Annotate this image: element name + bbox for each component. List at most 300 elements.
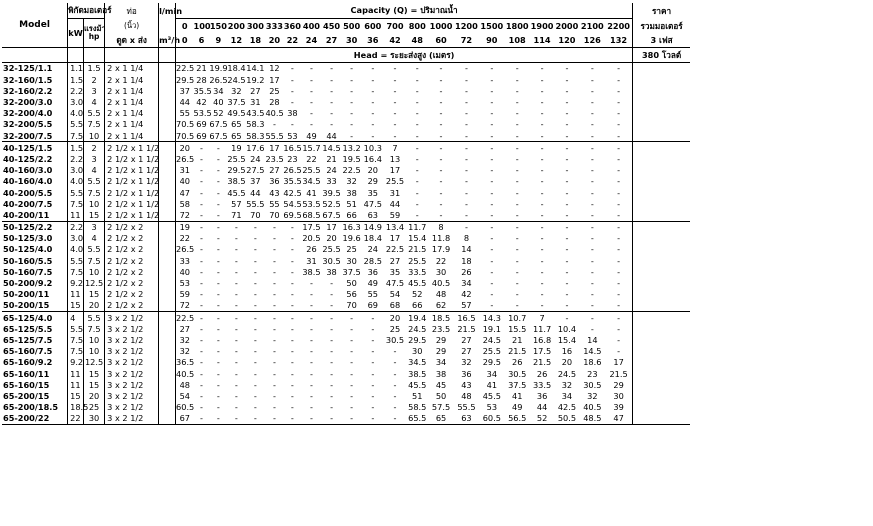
header-pipe-unit: (นิ้ว) bbox=[105, 19, 159, 34]
price-cell bbox=[633, 289, 690, 300]
pipe-cell: 3 x 2 1/2 bbox=[105, 379, 159, 390]
table-row bbox=[2, 289, 690, 300]
head-value-cell: - bbox=[490, 165, 494, 176]
head-value-cell: 26.5 bbox=[283, 165, 302, 176]
head-value-cell: 28.5 bbox=[363, 255, 382, 266]
header-blank-model bbox=[2, 48, 68, 63]
head-value-cell: 26 bbox=[461, 266, 472, 277]
model-cell: 40-160/3.0 bbox=[2, 165, 68, 176]
flow-spacer-cell bbox=[159, 165, 176, 176]
head-value-cell: 70 bbox=[269, 209, 280, 220]
head-value-cell: - bbox=[199, 153, 203, 164]
head-value-cell: - bbox=[515, 108, 519, 119]
head-value-cell: 18.4 bbox=[227, 63, 246, 74]
head-value-cell: 22.5 bbox=[176, 63, 195, 74]
head-value-cell: - bbox=[540, 165, 544, 176]
head-value-cell: - bbox=[605, 85, 633, 96]
head-value-cell: 24 bbox=[326, 165, 337, 176]
header-flow-m3h: 126 bbox=[583, 34, 601, 45]
kw-cell: 1.1 bbox=[68, 63, 84, 75]
head-value-cell: - bbox=[194, 413, 210, 425]
head-value-cell: 71 bbox=[231, 209, 242, 220]
header-capacity: Capacity (Q) = ปริมาณน้ำ bbox=[176, 3, 633, 19]
head-value-cell: 22.5 bbox=[385, 244, 405, 255]
head-value-cell: - bbox=[393, 379, 397, 390]
head-value-cell: - bbox=[290, 346, 294, 357]
head-value-cell: - bbox=[330, 323, 334, 334]
head-value-cell: - bbox=[330, 97, 334, 108]
head-value-cell: - bbox=[565, 74, 569, 85]
head-value-cell: 26.5 bbox=[209, 74, 228, 85]
head-value-cell: 19.4 bbox=[408, 312, 427, 323]
head-value-cell: - bbox=[605, 312, 633, 324]
head-value-cell: 15.4 bbox=[408, 233, 427, 244]
head-value-cell: 27.5 bbox=[246, 165, 265, 176]
head-value-cell: - bbox=[605, 346, 633, 357]
head-value-cell: 68.5 bbox=[302, 209, 321, 220]
model-cell: 50-200/9.2 bbox=[2, 278, 68, 289]
flow-spacer-cell bbox=[159, 74, 176, 85]
head-value-cell: - bbox=[490, 278, 494, 289]
head-value-cell: - bbox=[415, 108, 419, 119]
head-value-cell: - bbox=[350, 368, 354, 379]
head-value-cell: 17.9 bbox=[431, 244, 451, 255]
head-value-cell: - bbox=[565, 244, 569, 255]
head-value-cell: - bbox=[439, 165, 443, 176]
head-value-cell: 35.5 bbox=[283, 176, 302, 187]
head-value-cell: 21 bbox=[194, 63, 210, 75]
head-value-cell: - bbox=[272, 233, 276, 244]
head-value-cell: - bbox=[590, 289, 594, 300]
model-cell: 40-125/1.5 bbox=[2, 142, 68, 154]
price-cell bbox=[633, 357, 690, 368]
head-value-cell: - bbox=[199, 402, 203, 413]
head-value-cell: - bbox=[490, 233, 494, 244]
head-value-cell: 59 bbox=[179, 289, 190, 300]
head-value-cell: - bbox=[216, 334, 220, 345]
head-value-cell: - bbox=[565, 255, 569, 266]
head-value-cell: - bbox=[253, 379, 257, 390]
head-value-cell: - bbox=[415, 85, 419, 96]
head-value-cell: 31 bbox=[179, 165, 190, 176]
head-value-cell: - bbox=[565, 119, 569, 130]
head-value-cell: - bbox=[454, 63, 479, 75]
head-value-cell: - bbox=[464, 108, 468, 119]
head-value-cell: - bbox=[199, 209, 203, 220]
kw-cell: 7.5 bbox=[68, 198, 84, 209]
head-value-cell: - bbox=[216, 153, 220, 164]
head-value-cell: 58.3 bbox=[246, 130, 265, 141]
model-cell: 65-200/22 bbox=[2, 413, 68, 425]
kw-cell: 2.2 bbox=[68, 154, 84, 165]
flow-spacer-cell bbox=[159, 130, 176, 142]
head-value-cell: - bbox=[209, 312, 227, 324]
head-value-cell: - bbox=[605, 255, 633, 266]
head-value-cell: - bbox=[415, 165, 419, 176]
head-value-cell: - bbox=[554, 63, 579, 75]
head-value-cell: 42 bbox=[461, 289, 472, 300]
head-value-cell: 10.4 bbox=[557, 323, 577, 334]
pump-spec-table-wrapper bbox=[2, 3, 690, 425]
header-flow-m3h: 108 bbox=[508, 34, 526, 45]
head-value-cell: - bbox=[371, 379, 375, 390]
head-value-cell: - bbox=[350, 97, 354, 108]
header-pipe: ท่อ bbox=[105, 3, 159, 19]
head-value-cell: - bbox=[490, 153, 494, 164]
head-value-cell: 44 bbox=[326, 130, 337, 141]
head-value-cell: 44 bbox=[250, 187, 261, 198]
flow-spacer-cell bbox=[159, 176, 176, 187]
head-value-cell: 53 bbox=[287, 130, 298, 141]
head-value-cell: 55.5 bbox=[265, 130, 284, 141]
hp-cell: 10 bbox=[83, 335, 104, 346]
header-flow-lmin: 800 bbox=[408, 20, 426, 31]
head-value-cell: - bbox=[540, 244, 544, 255]
head-value-cell: - bbox=[216, 390, 220, 401]
header-flow-lmin: 1800 bbox=[505, 20, 529, 31]
head-value-cell: - bbox=[253, 323, 257, 334]
head-value-cell: - bbox=[464, 165, 468, 176]
head-value-cell: - bbox=[515, 119, 519, 130]
header-flow-m3h: 22 bbox=[286, 34, 299, 45]
head-value-cell: - bbox=[272, 289, 276, 300]
head-value-cell: - bbox=[234, 323, 238, 334]
price-cell bbox=[633, 74, 690, 85]
kw-cell: 3.0 bbox=[68, 97, 84, 108]
kw-cell: 5.5 bbox=[68, 187, 84, 198]
head-value-cell: 19.9 bbox=[209, 63, 228, 74]
model-cell: 40-160/4.0 bbox=[2, 176, 68, 187]
head-value-cell: 25.5 bbox=[302, 165, 321, 176]
head-value-cell: 17.5 bbox=[532, 346, 552, 357]
pipe-cell: 2 x 1 1/4 bbox=[105, 119, 159, 130]
header-flow-lmin: 100 bbox=[193, 20, 211, 31]
price-cell bbox=[633, 187, 690, 198]
head-value-cell: - bbox=[540, 108, 544, 119]
head-value-cell: - bbox=[515, 278, 519, 289]
header-flow-lmin: 1900 bbox=[530, 20, 554, 31]
head-value-cell: - bbox=[309, 108, 313, 119]
head-value-cell: 20 bbox=[561, 357, 573, 368]
price-cell bbox=[633, 266, 690, 277]
head-value-cell: 43 bbox=[269, 187, 280, 198]
table-row bbox=[2, 300, 690, 312]
flow-spacer-cell bbox=[159, 368, 176, 379]
head-value-cell: 32 bbox=[461, 357, 472, 368]
head-value-cell: 40.5 bbox=[176, 368, 195, 379]
model-cell: 65-125/5.5 bbox=[2, 323, 68, 334]
header-flow-m3h: 18 bbox=[249, 34, 262, 45]
header-price-volt: 380 โวลต์ bbox=[633, 48, 690, 63]
head-value-cell: - bbox=[530, 221, 554, 233]
head-value-cell: 24.5 bbox=[482, 334, 501, 345]
head-value-cell: 30.5 bbox=[322, 255, 341, 266]
table-header bbox=[2, 3, 690, 63]
head-value-cell: 26.5 bbox=[176, 244, 195, 255]
head-value-cell: - bbox=[580, 221, 605, 233]
model-cell: 32-200/5.5 bbox=[2, 119, 68, 130]
header-price-sub: รวมมอเตอร์ bbox=[640, 20, 683, 31]
head-value-cell: 29.5 bbox=[176, 74, 195, 85]
head-value-cell: - bbox=[371, 130, 375, 141]
hp-cell: 5.5 bbox=[83, 176, 104, 187]
pipe-cell: 2 1/2 x 1 1/2 bbox=[105, 187, 159, 198]
head-value-cell: - bbox=[439, 176, 443, 187]
pipe-cell: 2 1/2 x 2 bbox=[105, 221, 159, 233]
pipe-cell: 2 x 1 1/4 bbox=[105, 74, 159, 85]
head-value-cell: 58.3 bbox=[246, 119, 265, 130]
head-value-cell: - bbox=[490, 97, 494, 108]
head-value-cell: 23.5 bbox=[431, 323, 451, 334]
head-value-cell: - bbox=[605, 209, 633, 221]
flow-spacer-cell bbox=[159, 187, 176, 198]
head-value-cell: - bbox=[605, 119, 633, 130]
head-value-cell: - bbox=[253, 402, 257, 413]
head-value-cell: - bbox=[415, 119, 419, 130]
head-value-cell: - bbox=[253, 300, 257, 311]
table-row bbox=[2, 312, 690, 324]
head-value-cell: - bbox=[454, 142, 479, 154]
head-value-cell: - bbox=[515, 187, 519, 198]
header-flow-m3h: 12 bbox=[230, 34, 243, 45]
head-value-cell: - bbox=[253, 278, 257, 289]
header-flow-lmin: 2000 bbox=[555, 20, 579, 31]
head-value-cell: 11.8 bbox=[431, 233, 451, 244]
head-value-cell: 32 bbox=[587, 390, 598, 401]
head-value-cell: - bbox=[565, 278, 569, 289]
kw-cell: 4 bbox=[68, 312, 84, 324]
kw-cell: 9.2 bbox=[68, 357, 84, 368]
head-value-cell: - bbox=[490, 130, 494, 141]
head-value-cell: 34 bbox=[213, 85, 224, 96]
flow-spacer-cell bbox=[159, 278, 176, 289]
price-cell bbox=[633, 413, 690, 425]
head-value-cell: 34.5 bbox=[408, 357, 427, 368]
head-value-cell: 32 bbox=[346, 176, 357, 187]
head-value-cell: - bbox=[227, 312, 245, 324]
head-value-cell: 49 bbox=[512, 402, 523, 413]
head-value-cell: 17 bbox=[269, 74, 280, 85]
head-value-cell: 38 bbox=[435, 368, 447, 379]
head-value-cell: - bbox=[272, 255, 276, 266]
head-value-cell: 27 bbox=[461, 346, 472, 357]
head-value-cell: - bbox=[245, 221, 265, 233]
header-flow-m3h: 48 bbox=[411, 34, 423, 45]
head-value-cell: - bbox=[253, 266, 257, 277]
head-value-cell: 34.5 bbox=[302, 176, 321, 187]
head-value-cell: - bbox=[490, 244, 494, 255]
head-value-cell: - bbox=[209, 221, 227, 233]
pipe-cell: 2 1/2 x 2 bbox=[105, 278, 159, 289]
head-value-cell: - bbox=[565, 176, 569, 187]
head-value-cell: - bbox=[290, 244, 294, 255]
head-value-cell: 54.5 bbox=[283, 198, 302, 209]
head-value-cell: - bbox=[309, 390, 313, 401]
head-value-cell: 38 bbox=[326, 266, 337, 277]
head-value-cell: - bbox=[393, 402, 397, 413]
head-value-cell: - bbox=[253, 390, 257, 401]
kw-cell: 3.0 bbox=[68, 233, 84, 244]
head-value-cell: - bbox=[234, 334, 238, 345]
table-row bbox=[2, 165, 690, 176]
model-cell: 65-160/15 bbox=[2, 379, 68, 390]
head-value-cell: 37 bbox=[250, 176, 261, 187]
head-value-cell: - bbox=[540, 278, 544, 289]
pipe-cell: 2 1/2 x 2 bbox=[105, 233, 159, 244]
head-value-cell: - bbox=[253, 346, 257, 357]
head-value-cell: 20 bbox=[367, 165, 378, 176]
head-value-cell: - bbox=[464, 130, 468, 141]
head-value-cell: 27 bbox=[179, 323, 190, 334]
head-value-cell: 72 bbox=[179, 209, 190, 220]
head-value-cell: - bbox=[393, 346, 397, 357]
head-value-cell: 55 bbox=[179, 108, 190, 119]
head-value-cell: - bbox=[309, 289, 313, 300]
head-value-cell: 36 bbox=[269, 176, 280, 187]
head-value-cell: 55.5 bbox=[457, 402, 476, 413]
head-value-cell: - bbox=[490, 176, 494, 187]
head-value-cell: 30 bbox=[412, 346, 423, 357]
table-row bbox=[2, 74, 690, 85]
head-value-cell: 57 bbox=[231, 198, 242, 209]
kw-cell: 2.2 bbox=[68, 85, 84, 96]
head-value-cell: 36 bbox=[367, 266, 378, 277]
head-value-cell: - bbox=[515, 198, 519, 209]
head-value-cell: - bbox=[216, 233, 220, 244]
head-value-cell: 29 bbox=[605, 379, 633, 390]
pipe-cell: 3 x 2 1/2 bbox=[105, 413, 159, 425]
head-value-cell: 36 bbox=[536, 390, 548, 401]
head-value-cell: - bbox=[464, 209, 468, 220]
head-value-cell: 29.5 bbox=[408, 334, 427, 345]
hp-cell: 10 bbox=[83, 266, 104, 277]
head-value-cell: 12 bbox=[265, 63, 283, 75]
head-value-cell: 17 bbox=[265, 142, 283, 154]
head-value-cell: - bbox=[540, 289, 544, 300]
head-value-cell: - bbox=[464, 97, 468, 108]
price-cell bbox=[633, 198, 690, 209]
head-value-cell: 17.5 bbox=[302, 222, 321, 233]
head-value-cell: 19 bbox=[227, 142, 245, 154]
flow-spacer-cell bbox=[159, 154, 176, 165]
head-value-cell: 42.5 bbox=[557, 402, 577, 413]
head-value-cell: - bbox=[234, 266, 238, 277]
head-value-cell: 17 bbox=[605, 357, 633, 368]
head-value-cell: 32 bbox=[179, 346, 190, 357]
head-value-cell: - bbox=[290, 255, 294, 266]
model-cell: 32-125/1.1 bbox=[2, 63, 68, 75]
head-value-cell: 23 bbox=[287, 153, 298, 164]
head-value-cell: - bbox=[415, 187, 419, 198]
head-value-cell: - bbox=[199, 368, 203, 379]
pipe-cell: 2 x 1 1/4 bbox=[105, 63, 159, 75]
head-value-cell: - bbox=[605, 233, 633, 244]
head-value-cell: - bbox=[216, 379, 220, 390]
head-value-cell: 10.3 bbox=[363, 142, 382, 153]
head-value-cell: - bbox=[309, 97, 313, 108]
header-motor-power: พิกัดมอเตอร์ bbox=[68, 3, 105, 19]
header-flow-lmin: 1500 bbox=[480, 20, 504, 31]
head-value-cell: 44 bbox=[179, 97, 190, 108]
head-value-cell: - bbox=[245, 312, 265, 324]
price-cell bbox=[633, 379, 690, 390]
head-value-cell: 40 bbox=[179, 176, 190, 187]
pipe-cell: 2 1/2 x 2 bbox=[105, 289, 159, 300]
head-value-cell: 21 bbox=[512, 334, 523, 345]
head-value-cell: - bbox=[309, 402, 313, 413]
table-row bbox=[2, 255, 690, 266]
head-value-cell: - bbox=[362, 413, 384, 425]
head-value-cell: - bbox=[415, 97, 419, 108]
head-value-cell: - bbox=[505, 221, 530, 233]
head-value-cell: - bbox=[199, 300, 203, 311]
head-value-cell: 21.5 bbox=[457, 323, 476, 334]
head-value-cell: - bbox=[515, 176, 519, 187]
head-value-cell: - bbox=[490, 74, 494, 85]
hp-cell: 10 bbox=[83, 130, 104, 142]
header-flow-lmin: 300 bbox=[246, 20, 264, 31]
head-value-cell: 31 bbox=[389, 187, 401, 198]
flow-spacer-cell bbox=[159, 97, 176, 108]
head-value-cell: 47.5 bbox=[363, 198, 382, 209]
head-value-cell: 48 bbox=[461, 390, 472, 401]
head-value-cell: - bbox=[199, 187, 203, 198]
pipe-cell: 3 x 2 1/2 bbox=[105, 368, 159, 379]
head-value-cell: 7 bbox=[384, 142, 406, 154]
head-value-cell: 30.5 bbox=[508, 368, 527, 379]
head-value-cell: 53.5 bbox=[302, 198, 321, 209]
head-value-cell: - bbox=[272, 300, 276, 311]
price-cell bbox=[633, 335, 690, 346]
head-value-cell: 25 bbox=[389, 323, 401, 334]
head-value-cell: 40.5 bbox=[265, 108, 284, 119]
header-flow-lmin: 700 bbox=[386, 20, 404, 31]
header-kw: kW bbox=[68, 19, 84, 48]
hp-cell: 25 bbox=[83, 402, 104, 413]
head-value-cell: - bbox=[199, 357, 203, 368]
head-value-cell: 19.6 bbox=[342, 233, 361, 244]
flow-spacer-cell bbox=[159, 300, 176, 312]
head-value-cell: - bbox=[565, 165, 569, 176]
head-value-cell: 19.2 bbox=[246, 74, 265, 85]
table-row bbox=[2, 176, 690, 187]
header-flow-m3h: 72 bbox=[460, 34, 473, 45]
head-value-cell: - bbox=[565, 108, 569, 119]
hp-cell: 15 bbox=[83, 209, 104, 221]
header-flow-m3h: 27 bbox=[325, 34, 338, 45]
head-value-cell: 24 bbox=[250, 153, 261, 164]
head-value-cell: - bbox=[290, 85, 294, 96]
head-value-cell: - bbox=[415, 198, 419, 209]
table-row bbox=[2, 154, 690, 165]
head-value-cell: - bbox=[272, 323, 276, 334]
head-value-cell: - bbox=[515, 255, 519, 266]
head-value-cell: 7 bbox=[530, 312, 554, 324]
kw-cell: 1.5 bbox=[68, 142, 84, 154]
head-value-cell: - bbox=[272, 278, 276, 289]
head-value-cell: 22 bbox=[306, 153, 317, 164]
head-value-cell: - bbox=[253, 334, 257, 345]
header-flow-m3h: 20 bbox=[268, 34, 281, 45]
head-value-cell: 14.9 bbox=[363, 222, 382, 233]
head-value-cell: - bbox=[439, 97, 443, 108]
head-value-cell: - bbox=[245, 413, 265, 425]
kw-cell: 2.2 bbox=[68, 221, 84, 233]
head-value-cell: 30.5 bbox=[583, 379, 602, 390]
head-value-cell: 14.1 bbox=[246, 63, 265, 74]
head-value-cell: 24.5 bbox=[227, 74, 246, 85]
head-value-cell: - bbox=[371, 85, 375, 96]
